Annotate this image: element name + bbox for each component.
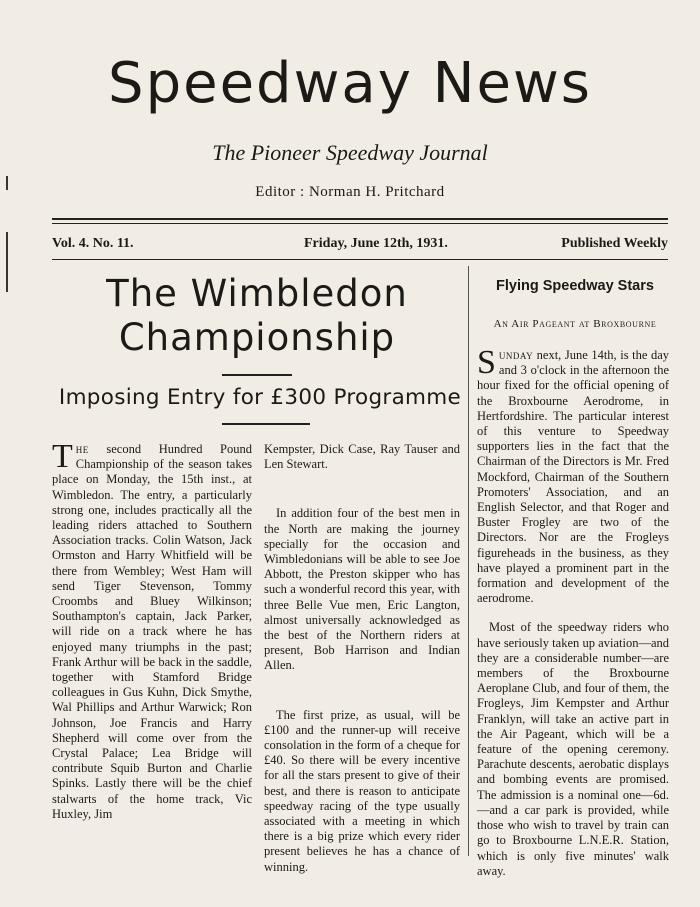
main-headline [52, 272, 462, 360]
masthead-editor: Editor : Norman H. Pritchard [255, 184, 445, 200]
article-paragraph: Most of the speedway riders who have seriously taken up aviation—and they are a considerable number—are members of the Broxbourne Aeroplane Club, and four of them, the Frogleys, Jim Kempster and Arthur Franklyn, will take an active part in the Air Pageant, which will be a feature of the opening ceremony. Parachute descents, aerobatic displays and bombing events are promised. The admission is a nominal one—6d.—and a car park is provided, while those who wish to travel by train can go to Broxbourne L.N.E.R. Station, which is only five minutes' walk away. [477, 620, 669, 878]
drop-cap: T [52, 438, 73, 475]
side-article-body [477, 344, 669, 879]
drop-cap: S [477, 344, 496, 381]
lead-word: unday [498, 348, 534, 362]
side-article-title: Flying Speedway Stars [496, 278, 654, 294]
issue-line [52, 236, 668, 256]
article-paragraph: second Hundred Pound Championship of the season takes place on Monday, the 15th inst., at Wimbledon. The entry, a particularly strong one, includes practically all the leading riders attached to Southern Association tracks. Colin Watson, Jack Ormston and Harry Whitfield will be there from Wembley; West Ham will send Tiger Stevenson, Tommy Croombs and Bluey Wilkinson; Southampton's captain, Jack Parker, will ride on a track where he has enjoyed many triumphs in the past; Frank Arthur will be back in the saddle, together with Stamford Bridge colleagues in Gus Kuhn, Dick Smythe, Wal Phillips and Arthur Warwick; Ron Johnson, Joe Francis and Harry Shepherd will come over from the Crystal Palace; Lea Bridge will contribute Squib Burton and Charlie Spinks. Lastly there will be the chief stalwarts of the home track, Vic Huxley, Jim [52, 442, 252, 821]
masthead-rule-thin [52, 223, 668, 224]
main-article-column-2 [264, 442, 460, 875]
article-paragraph: The first prize, as usual, will be £100 and the runner-up will receive consolation in the form of a cheque for £40. So there will be every incentive for all the stars present to give of their best, and there is reason to anticipate speedway racing of the type usually associated with a meeting in which there is a big prize which every rider present believes he has a chance of winning. [264, 707, 460, 874]
lead-word: he [75, 442, 89, 456]
headline-line-1: The Wimbledon [106, 272, 408, 315]
masthead-rule [52, 218, 668, 220]
issue-volume: Vol. 4. No. 11. [52, 236, 134, 251]
column-divider [468, 266, 469, 856]
article-paragraph: In addition four of the best men in the North are making the journey specially for the occasion and Wimbledonians will be able to see Joe Abbott, the Preston skipper who has such a wonderful record this year, with three Belle Vue men, Eric Langton, almost universally acknowledged as the best of the Northern riders at present, Bob Harrison and Indian Allen. [264, 506, 460, 673]
masthead-title: Speedway News [108, 51, 592, 116]
article-paragraph: Kempster, Dick Case, Ray Tauser and Len Stewart. [264, 442, 460, 472]
issue-rule [52, 259, 668, 260]
page-edge-mark [6, 232, 8, 292]
article-paragraph: next, June 14th, is the day and 3 o'clock in the afternoon the hour fixed for the official opening of the Broxbourne Aerodrome, in Hertfordshire. The particular interest of this venture to Speedway supporters lies in the fact that the Chairman of the Directors is Mr. Fred Mockford, Chairman of the Southern Promoters' Association, and an English Selector, and that Roger and Buster Frogley are two of the Directors. Nor are the Frogleys figureheads in the business, as they have played a prominent part in the formation and development of the aerodrome. [477, 348, 669, 606]
main-subheading: Imposing Entry for £300 Programme [58, 385, 462, 410]
side-article-subtitle: An Air Pageant at Broxbourne [493, 318, 657, 330]
issue-date: Friday, June 12th, 1931. [304, 236, 448, 251]
subheading-rule [222, 423, 310, 425]
headline-line-2: Championship [118, 316, 396, 359]
masthead-subtitle: The Pioneer Speedway Journal [212, 140, 488, 165]
issue-frequency: Published Weekly [561, 236, 668, 251]
headline-rule [222, 374, 292, 376]
main-article-column-1 [52, 438, 252, 822]
